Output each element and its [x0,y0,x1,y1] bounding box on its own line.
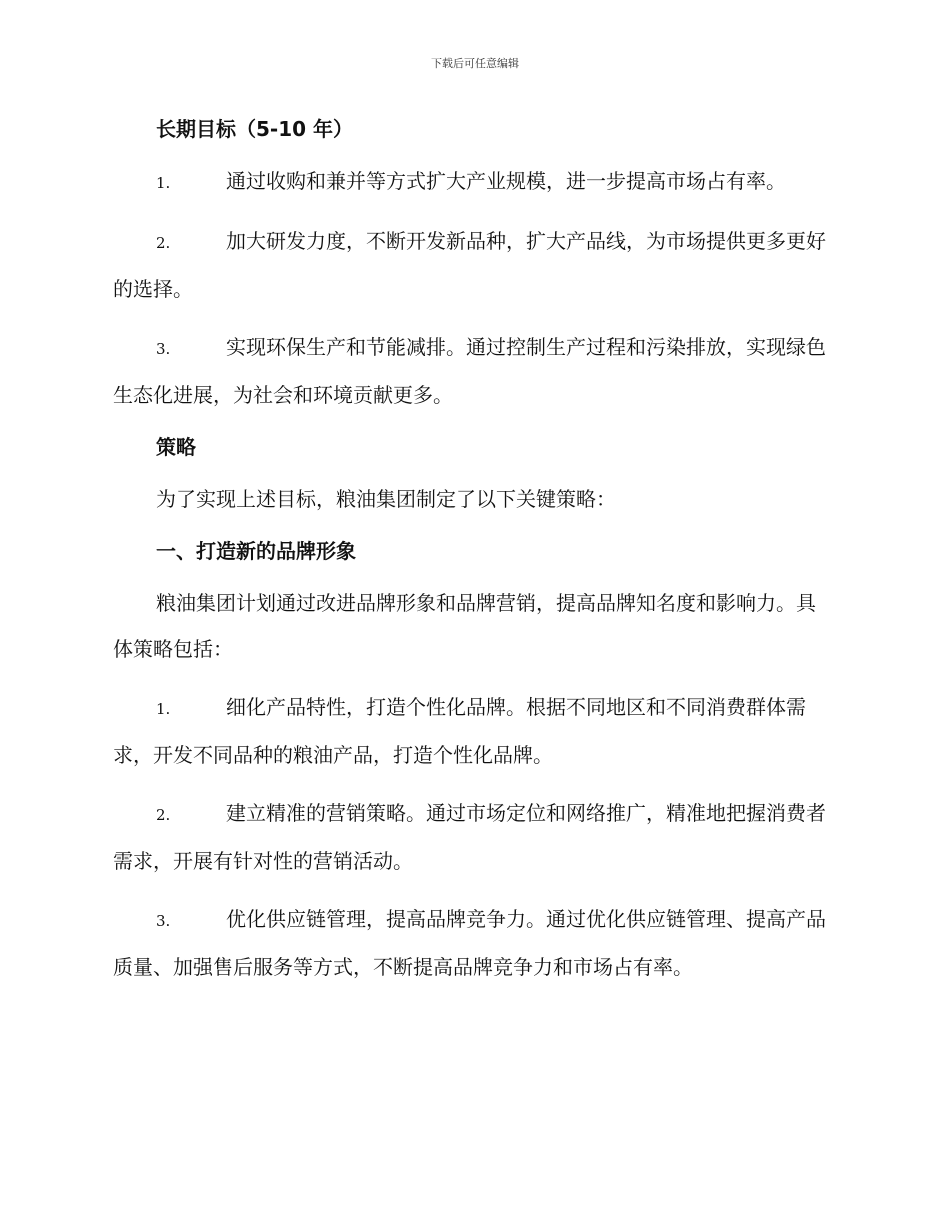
item-text: 实现环保生产和节能减排。通过控制生产过程和污染排放，实现绿色生态化进展，为社会和环境贡献更多。 [113,335,826,407]
item-text: 优化供应链管理，提高品牌竞争力。通过优化供应链管理、提高产品质量、加强售后服务等方式，不断提高品牌竞争力和市场占有率。 [113,907,826,979]
brand-item-1 [113,684,835,778]
item-number: 3. [156,912,171,930]
item-number: 2. [156,806,171,824]
item-number: 1. [156,700,171,718]
item-text: 建立精准的营销策略。通过市场定位和网络推广，精准地把握消费者需求，开展有针对性的营销活动。 [113,801,826,873]
long-term-item-1 [113,158,835,206]
item-text: 细化产品特性，打造个性化品牌。根据不同地区和不同消费群体需求，开发不同品种的粮油产品，打造个性化品牌。 [113,695,806,767]
page-header: 下载后可任意编辑 [431,57,519,70]
long-term-item-3 [113,324,835,418]
brand-section-heading: 一、打造新的品牌形象 [156,539,356,563]
item-number: 3. [156,340,171,358]
strategy-intro: 为了实现上述目标，粮油集团制定了以下关键策略： [156,487,616,511]
brand-item-2 [113,790,835,884]
long-term-goals-heading: 长期目标（5-10 年） [156,117,354,141]
item-text: 通过收购和兼并等方式扩大产业规模，进一步提高市场占有率。 [226,169,786,193]
long-term-item-2 [113,218,835,312]
item-number: 2. [156,234,171,252]
brand-intro: 粮油集团计划通过改进品牌形象和品牌营销，提高品牌知名度和影响力。具体策略包括： [113,591,816,661]
brand-item-3 [113,896,835,990]
item-text: 加大研发力度，不断开发新品种，扩大产品线，为市场提供更多更好的选择。 [113,229,826,301]
document-body [113,112,835,990]
item-number: 1. [156,174,171,192]
strategy-heading: 策略 [156,435,196,459]
